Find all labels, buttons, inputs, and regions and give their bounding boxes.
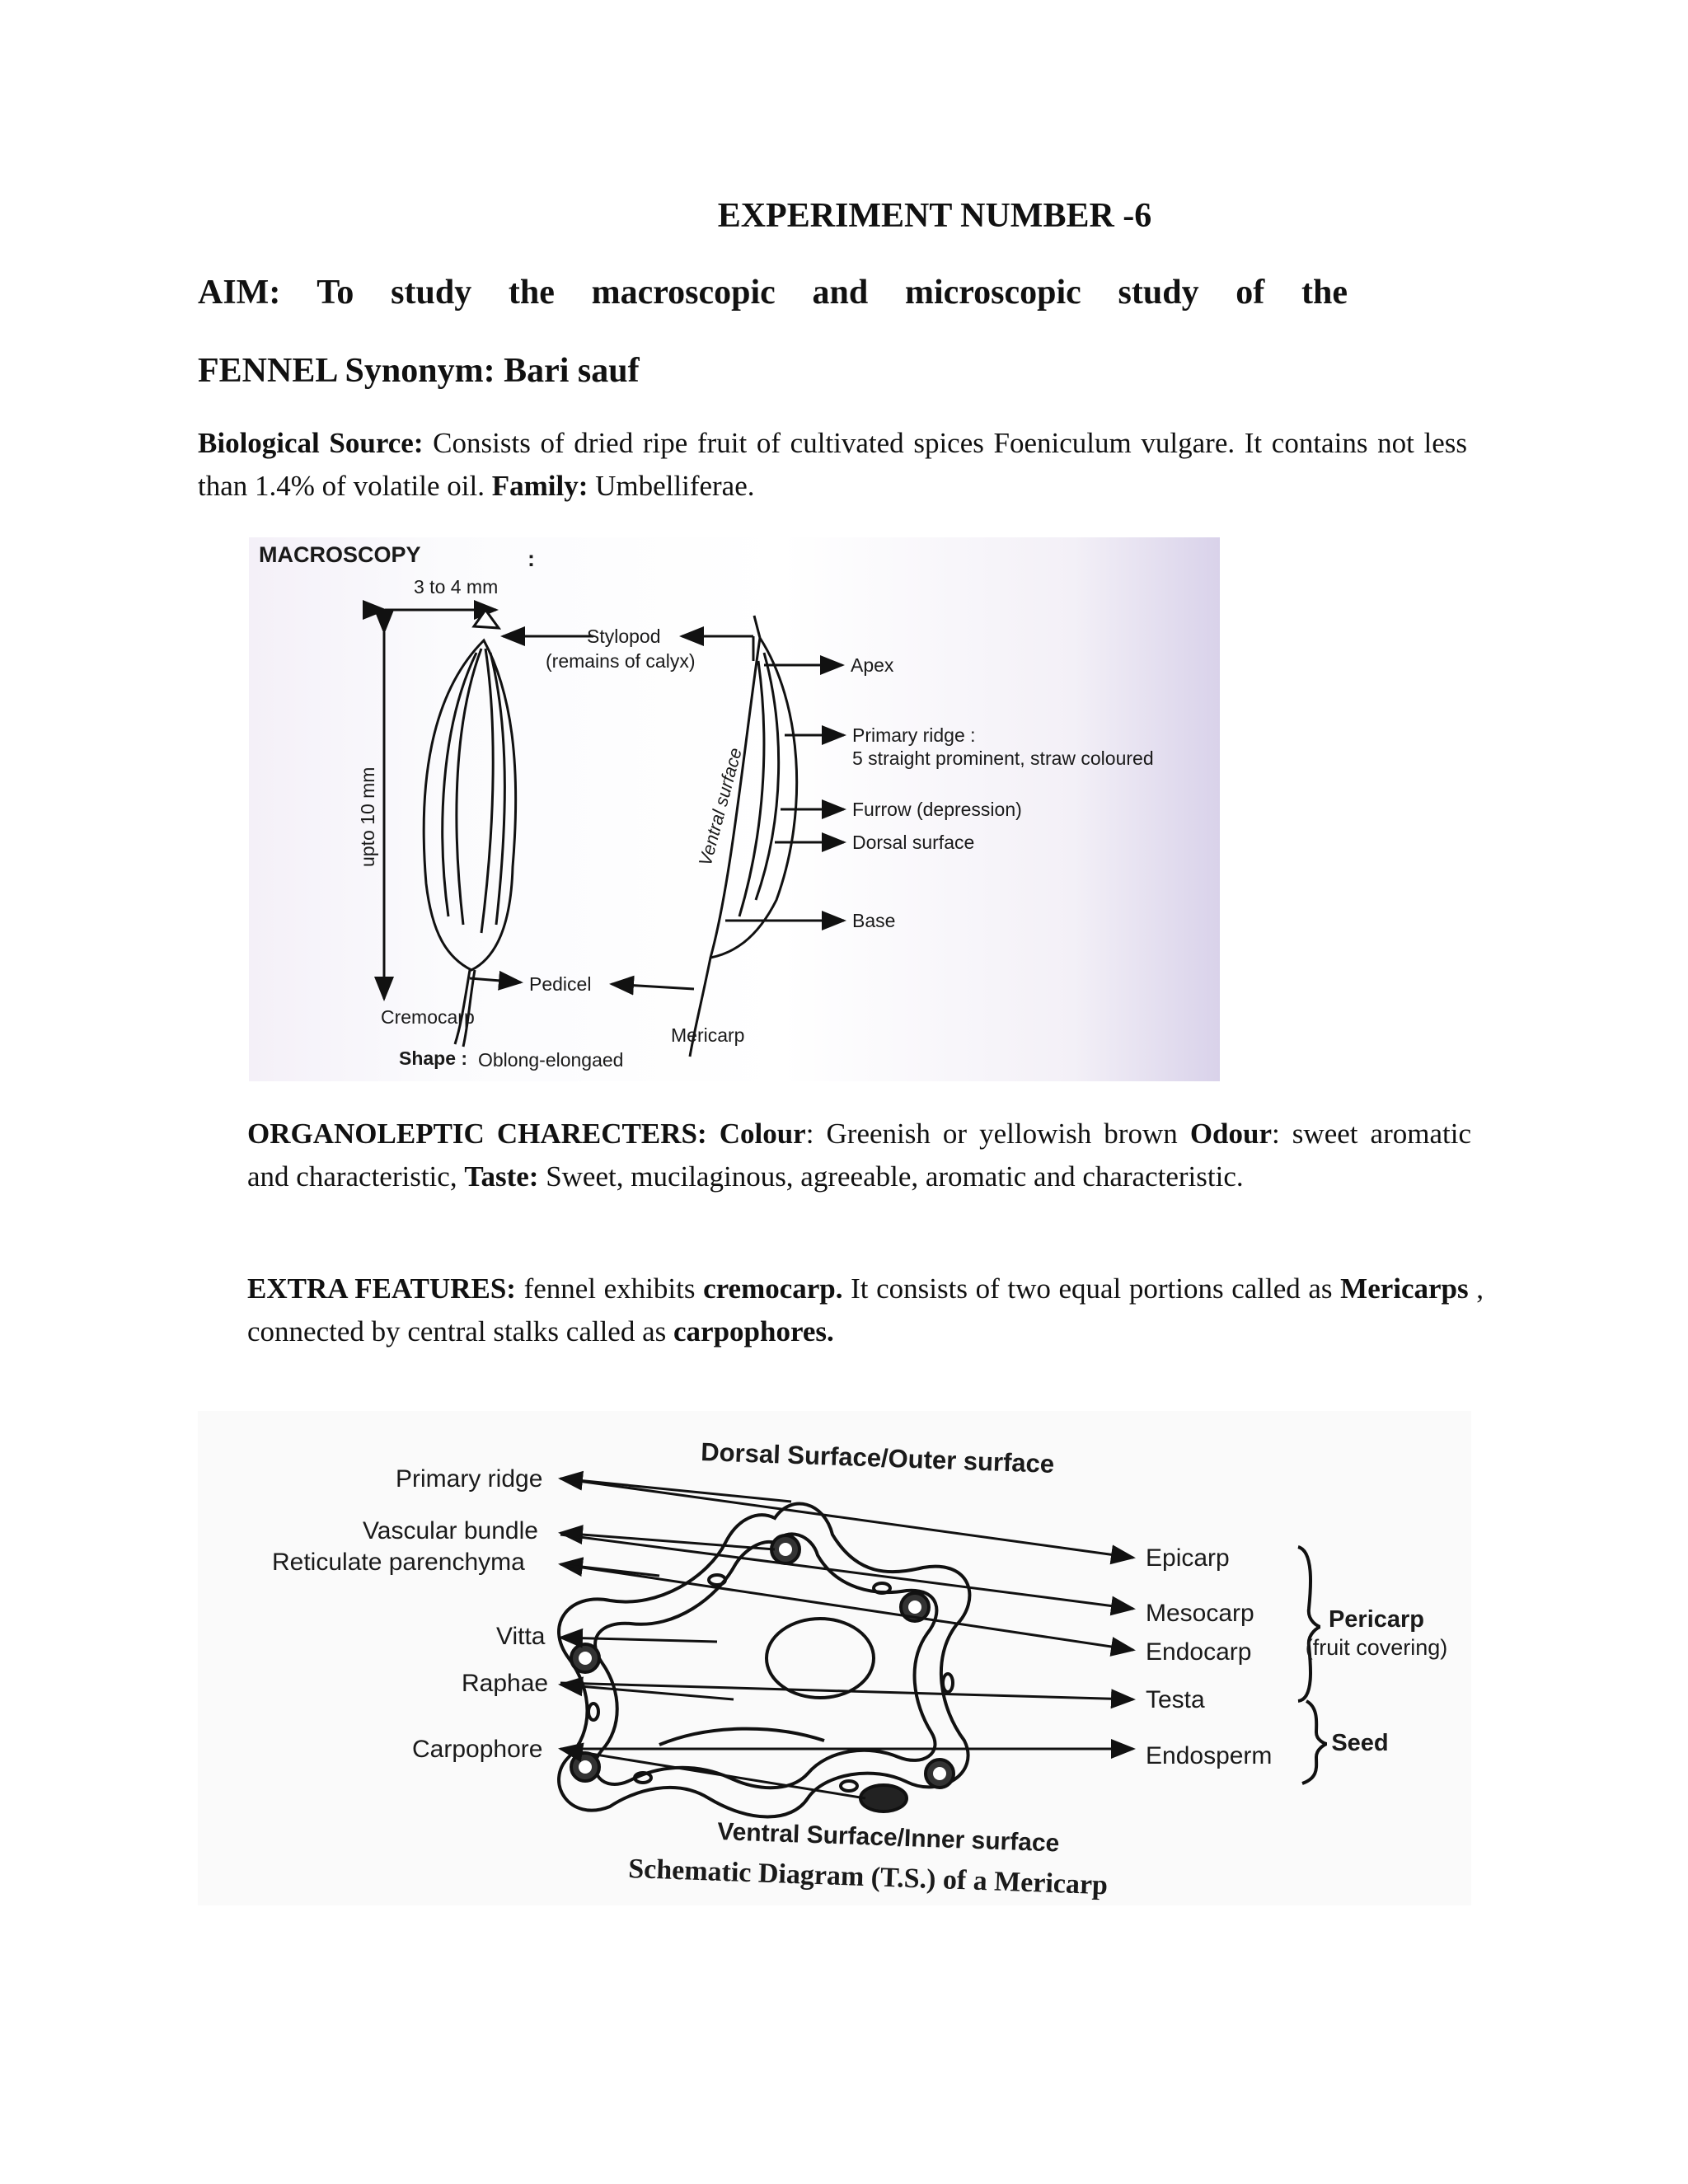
furrow-label: Furrow (depression) — [852, 799, 1022, 820]
extra-features-paragraph — [247, 1268, 1484, 1353]
macroscopy-figure — [249, 537, 1220, 1081]
base-label: Base — [852, 910, 896, 931]
extra-text-2: It consists of two equal portions called as — [842, 1272, 1341, 1305]
extra-bold-cremocarp: cremocarp. — [703, 1272, 843, 1305]
apex-label: Apex — [851, 654, 894, 676]
label-reticulate-parenchyma: Reticulate parenchyma — [272, 1549, 525, 1576]
colour-value: : Greenish or yellowish brown — [805, 1118, 1190, 1150]
arrow-vitta — [560, 1638, 717, 1642]
seed-label: Seed — [1331, 1730, 1389, 1756]
organoleptic-label: ORGANOLEPTIC CHARECTERS: — [247, 1118, 707, 1150]
experiment-title: EXPERIMENT NUMBER -6 — [717, 197, 1152, 235]
colour-label: Colour — [719, 1118, 806, 1150]
pedicel-arrow-left — [470, 978, 521, 982]
label-testa: Testa — [1146, 1686, 1205, 1713]
pedicel-label: Pedicel — [529, 973, 592, 995]
pericarp-note: (fruit covering) — [1305, 1635, 1448, 1660]
ventral-surface-label: Ventral surface — [694, 745, 746, 869]
shape-value: Oblong-elongaed — [478, 1049, 624, 1071]
macroscopy-heading: MACROSCOPY — [259, 542, 421, 567]
extra-bold-carpophores: carpophores. — [673, 1315, 834, 1347]
label-vascular-bundle: Vascular bundle — [363, 1517, 538, 1544]
biological-source-paragraph — [198, 422, 1467, 508]
extra-text-3: , connected by central stalks called as — [247, 1272, 1484, 1347]
pericarp-label: Pericarp — [1328, 1606, 1425, 1633]
dorsal-surface-heading: Dorsal Surface/Outer surface — [700, 1437, 1055, 1479]
width-dimension-label: 3 to 4 mm — [414, 576, 499, 598]
macroscopy-diagram — [249, 537, 1220, 1081]
label-raphae: Raphae — [462, 1670, 549, 1697]
taste-value: Sweet, mucilaginous, agreeable, aromatic and characteristic. — [538, 1160, 1244, 1193]
shape-label: Shape : — [399, 1047, 468, 1069]
primary-ridge-note: 5 straight prominent, straw coloured — [852, 748, 1154, 769]
biological-source-label: Biological Source: — [198, 427, 424, 459]
stylopod-note: (remains of calyx) — [546, 650, 696, 672]
aim-line-2: FENNEL Synonym: Bari sauf — [198, 352, 640, 390]
length-dimension-label: upto 10 mm — [357, 766, 378, 867]
ts-mericarp-diagram — [198, 1411, 1471, 1905]
primary-ridge-label: Primary ridge : — [852, 724, 976, 746]
arrow-primary-ridge — [560, 1479, 791, 1502]
extra-features-label: EXTRA FEATURES: — [247, 1272, 516, 1305]
ts-caption: Schematic Diagram (T.S.) of a Mericarp — [627, 1854, 1109, 1901]
odour-value: : sweet aromatic and characteristic, — [247, 1118, 1471, 1193]
seed-brace — [1302, 1701, 1327, 1783]
extra-text-1: fennel exhibits — [515, 1272, 704, 1305]
stylopod-label: Stylopod — [587, 626, 661, 647]
pericarp-brace — [1298, 1547, 1320, 1701]
organoleptic-paragraph — [247, 1113, 1471, 1198]
cremocarp-label: Cremocarp — [381, 1006, 475, 1028]
macroscopy-colon: : — [528, 546, 535, 571]
aim-line-1: AIM: To study the macroscopic and microscopic study of the — [198, 274, 1348, 312]
ts-section-drawing — [559, 1504, 969, 1817]
arrow-endocarp — [560, 1564, 1133, 1650]
extra-bold-mericarps: Mericarps — [1340, 1272, 1469, 1305]
ts-mericarp-figure — [198, 1411, 1471, 1905]
label-mesocarp: Mesocarp — [1146, 1600, 1254, 1627]
biological-source-text: Consists of dried ripe fruit of cultivated spices Foeniculum vulgare. It contains not less than 1.4% of volatile oil. — [198, 427, 1467, 502]
odour-label: Odour — [1189, 1118, 1273, 1150]
arrow-vascular-bundle — [560, 1533, 775, 1549]
label-endosperm: Endosperm — [1146, 1742, 1273, 1769]
label-endocarp: Endocarp — [1146, 1638, 1252, 1666]
taste-label: Taste: — [464, 1160, 539, 1193]
dorsal-surface-label: Dorsal surface — [852, 832, 975, 853]
pedicel-arrow-right — [612, 984, 694, 989]
label-carpophore: Carpophore — [412, 1736, 543, 1763]
label-primary-ridge: Primary ridge — [396, 1465, 543, 1493]
label-epicarp: Epicarp — [1146, 1544, 1230, 1572]
family-value: Umbelliferae. — [588, 470, 755, 502]
ventral-surface-heading: Ventral Surface/Inner surface — [716, 1818, 1060, 1858]
mericarp-label: Mericarp — [671, 1024, 745, 1046]
arrow-carpophore — [560, 1749, 865, 1798]
label-vitta: Vitta — [496, 1623, 546, 1650]
family-label: Family: — [491, 470, 588, 502]
